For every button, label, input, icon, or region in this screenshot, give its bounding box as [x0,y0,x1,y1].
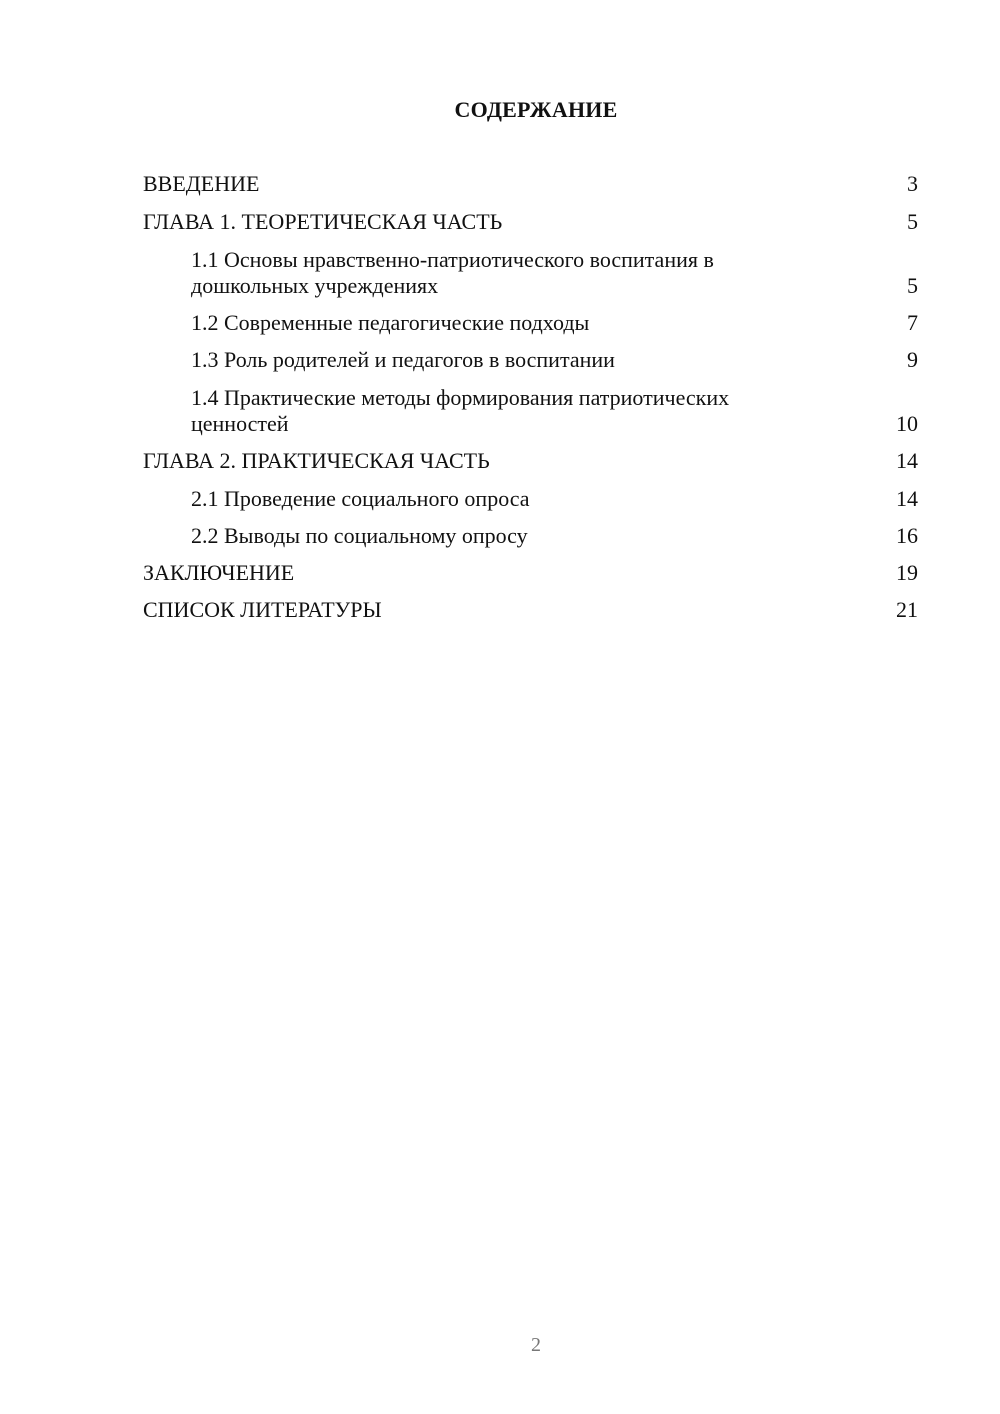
toc-entry-page: 14 [896,486,918,511]
toc-entry-page: 5 [907,273,918,298]
toc-entry-page: 14 [896,448,918,473]
toc-entry-text: 2.2 Выводы по социальному опросу [191,523,528,548]
toc-entry-page: 7 [907,310,918,335]
toc-entry-text: СПИСОК ЛИТЕРАТУРЫ [143,597,382,622]
toc-entry-text: 1.2 Современные педагогические подходы [191,310,590,335]
toc-entry-text: ВВЕДЕНИЕ [143,171,260,196]
toc-entry-text: ЗАКЛЮЧЕНИЕ [143,560,295,585]
toc-entry-page: 19 [896,560,918,585]
toc-entry-text: 1.3 Роль родителей и педагогов в воспитании [191,347,615,372]
toc-entry-text: 2.1 Проведение социального опроса [191,486,530,511]
toc-entry-page: 21 [896,597,918,622]
toc-entry-page: 3 [907,171,918,196]
page-number: 2 [531,1334,541,1356]
toc-entry-page: 16 [896,523,918,548]
toc-entry-text: ГЛАВА 2. ПРАКТИЧЕСКАЯ ЧАСТЬ [143,448,490,473]
toc-entry-text: ГЛАВА 1. ТЕОРЕТИЧЕСКАЯ ЧАСТЬ [143,209,503,234]
toc-entry-page: 5 [907,209,918,234]
toc-entry-page: 9 [907,347,918,372]
toc-heading: СОДЕРЖАНИЕ [454,97,618,122]
toc-entry-page: 10 [896,411,918,436]
toc-entry-text: 1.4 Практические методы формирования патриотических ценностей [191,385,730,436]
toc-entry-text: 1.1 Основы нравственно-патриотического воспитания в дошкольных учреждениях [191,247,714,298]
